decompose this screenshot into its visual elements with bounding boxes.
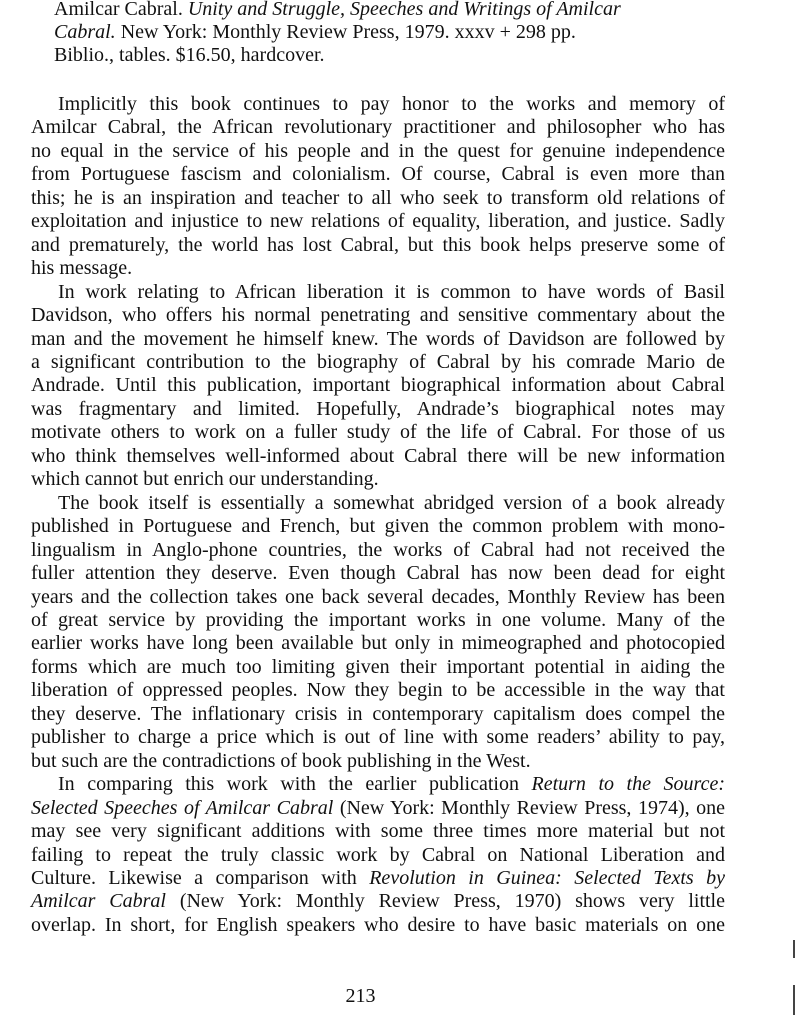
- cited-title: Return to the Source:: [531, 773, 725, 796]
- paragraph-line: a significant contribution to the biography of Cabral by his comrade Mario de: [31, 350, 725, 373]
- paragraph-line: In comparing this work with the earlier publication Return to the Source:: [58, 773, 725, 796]
- paragraph-line: may see very significant additions with some three times more material but not: [31, 820, 725, 843]
- paragraph-line: Selected Speeches of Amilcar Cabral (New York: Monthly Review Press, 1974), one: [31, 796, 725, 819]
- paragraph-line: they deserve. The inflationary crisis in contemporary capitalism does compel the: [31, 702, 725, 725]
- citation-line: [54, 21, 744, 44]
- paragraph-line: which cannot but enrich our understanding.: [31, 468, 379, 491]
- citation-publisher: New York: Monthly Review Press, 1979. xxxv + 298 pp.: [120, 21, 576, 43]
- paragraph-line: liberation of oppressed peoples. Now they begin to be accessible in the way that: [31, 679, 725, 702]
- citation-details: Biblio., tables. $16.50, hardcover.: [54, 44, 325, 66]
- paragraph-line: lingualism in Anglo-phone countries, the works of Cabral had not received the: [31, 538, 725, 561]
- citation-line: [54, 0, 744, 21]
- page-number: 213: [345, 985, 376, 1007]
- scan-edge-mark: [793, 940, 795, 958]
- cited-title: Selected Speeches of Amilcar Cabral: [31, 796, 334, 819]
- paragraph-line: Implicitly this book continues to pay honor to the works and memory of: [58, 93, 725, 115]
- paragraph-line: Culture. Likewise a comparison with Revolution in Guinea: Selected Texts by: [31, 866, 725, 889]
- paragraph-container: [4, 93, 725, 773]
- paragraph-line: was fragmentary and limited. Hopefully, Andrade’s biographical notes may: [31, 397, 725, 420]
- paragraph-line: Davidson, who offers his normal penetrating and sensitive commentary about the: [31, 304, 725, 327]
- paragraph-line: fuller attention they deserve. Even though Cabral has now been dead for eight: [31, 562, 725, 585]
- paragraph-line: Amilcar Cabral, the African revolutionary practitioner and philosopher who has: [31, 116, 725, 139]
- paragraph-line: Andrade. Until this publication, important biographical information about Cabral: [31, 374, 725, 397]
- paragraph-line: from Portuguese fascism and colonialism. Of course, Cabral is even more than: [31, 163, 725, 186]
- paragraph-4: [4, 773, 725, 937]
- paragraph-line: motivate others to work on a fuller study of the life of Cabral. For those of us: [31, 421, 725, 444]
- citation-author: Amilcar Cabral.: [54, 0, 183, 20]
- paragraph-3: [4, 492, 725, 773]
- paragraph-line: who think themselves well-informed about Cabral there will be new information: [31, 444, 725, 467]
- paragraph-line: exploitation and injustice to new relations of equality, liberation, and justice. Sadly: [31, 210, 725, 233]
- paragraph-line: forms which are much too limiting given their important potential in aiding the: [31, 655, 725, 678]
- citation-title-cont: Cabral.: [54, 21, 116, 43]
- paragraph-line: Amilcar Cabral (New York: Monthly Review Press, 1970) shows very little: [31, 890, 725, 913]
- paragraph-line: this; he is an inspiration and teacher to all who seek to transform old relations of: [31, 186, 725, 209]
- paragraph-line: overlap. In short, for English speakers who desire to have basic materials on one: [31, 913, 725, 936]
- citation-line: [54, 44, 744, 67]
- paragraph-line: of great service by providing the important works in one volume. Many of the: [31, 608, 725, 631]
- cited-title: Amilcar Cabral: [31, 890, 166, 913]
- paragraph-line: years and the collection takes one back several decades, Monthly Review has been: [31, 585, 725, 608]
- paragraph-line: publisher to charge a price which is out of line with some readers’ ability to pay,: [31, 726, 725, 749]
- paragraph-1: [4, 93, 725, 281]
- cited-title: Revolution in Guinea: Selected Texts by: [369, 866, 725, 889]
- book-citation: [54, 0, 744, 67]
- paragraph-line: his message.: [31, 257, 133, 280]
- scan-edge-mark: [793, 985, 795, 1015]
- paragraph-line: and prematurely, the world has lost Cabral, but this book helps preserve some of: [31, 233, 725, 256]
- review-body: [4, 93, 725, 937]
- paragraph-line: failing to repeat the truly classic work by Cabral on National Liberation and: [31, 843, 725, 866]
- paragraph-line: no equal in the service of his people and in the quest for genuine independence: [31, 139, 725, 162]
- paragraph-line: man and the movement he himself knew. The words of Davidson are followed by: [31, 327, 725, 350]
- paragraph-line: In work relating to African liberation it is common to have words of Basil: [58, 280, 725, 303]
- paragraph-line: but such are the contradictions of book publishing in the West.: [31, 749, 531, 772]
- paragraph-line: published in Portuguese and French, but given the common problem with mono-: [31, 515, 725, 538]
- paragraph-line: earlier works have long been available but only in mimeographed and photocopied: [31, 632, 725, 655]
- citation-title: Unity and Struggle, Speeches and Writings of Amilcar: [187, 0, 621, 20]
- paragraph-line: The book itself is essentially a somewhat abridged version of a book already: [58, 491, 725, 514]
- paragraph-2: [4, 281, 725, 492]
